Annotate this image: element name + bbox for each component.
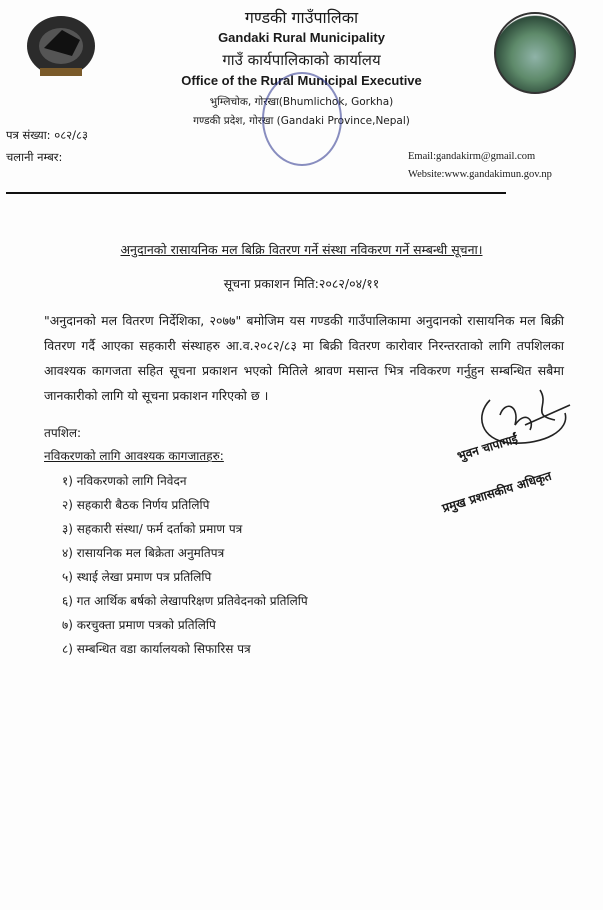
website: Website:www.gandakimun.gov.np [408, 169, 552, 180]
address-line-2: गण्डकी प्रदेश, गोरखा (Gandaki Province,Nepal) [193, 115, 410, 127]
office-name-en: Office of the Rural Municipal Executive [181, 73, 422, 88]
signatory-name: भुवन चापागाईं [455, 431, 520, 464]
reference-number: पत्र संख्या: ०८२/८३ [6, 128, 88, 142]
document-item: ३) सहकारी संस्था/ फर्म दर्ताको प्रमाण पत्र [62, 522, 243, 536]
details-label: तपशिल: [44, 426, 82, 440]
document-item: ५) स्थाई लेखा प्रमाण पत्र प्रतिलिपि [62, 570, 212, 584]
documents-heading: नविकरणको लागि आवश्यक कागजातहरु: [44, 449, 224, 463]
publication-date: सूचना प्रकाशन मिति:२०८२/०४/११ [223, 276, 380, 291]
document-item: ६) गत आर्थिक बर्षको लेखापरिक्षण प्रतिवेदनको प्रतिलिपि [62, 594, 308, 608]
document-item: २) सहकारी बैठक निर्णय प्रतिलिपि [62, 498, 210, 512]
municipality-name-en: Gandaki Rural Municipality [218, 30, 385, 45]
document-item: ४) रासायनिक मल बिक्रेता अनुमतिपत्र [62, 546, 225, 560]
notice-body: "अनुदानको मल वितरण निर्देशिका, २०७७" बमोजिम यस गण्डकी गाउँपालिकामा अनुदानको रासायनिक मल बिक्री वितरण गर्दै आएका सहकारी संस्थाहरु आ.व.२०८२/८३ मा बिक्री वितरण कारोवार निरन्तरताको लागि तपशिलका आवश्यक कागजता सहित सूचना प्रकाशन भएको मितिले श्रावण मसान्त भित्र नविकरण गर्नुहुन सम्बन्धित सबैमा जानकारीको लागि यो सूचना प्रकाशन गरिएको छ । [44, 313, 564, 403]
office-stamp [262, 72, 342, 166]
signatory-title: प्रमुख प्रशासकीय अधिकृत [440, 468, 554, 516]
dispatch-number: चलानी नम्बर: [6, 150, 63, 164]
document-item: १) नविकरणको लागि निवेदन [62, 474, 187, 488]
email: Email:gandakirm@gmail.com [408, 151, 536, 162]
municipality-name-np: गण्डकी गाउँपालिका [244, 8, 359, 27]
office-name-np: गाउँ कार्यपालिकाको कार्यालय [222, 51, 381, 69]
document-item: ८) सम्बन्धित वडा कार्यालयको सिफारिस पत्र [62, 642, 251, 656]
notice-title: अनुदानको रासायनिक मल बिक्रि वितरण गर्ने संस्था नविकरण गर्ने सम्बन्धी सूचना। [120, 242, 483, 257]
address-line-1: भुम्लिचोक, गोरखा(Bhumlichok, Gorkha) [209, 96, 394, 108]
document-item: ७) करचुक्ता प्रमाण पत्रको प्रतिलिपि [62, 618, 216, 632]
header-divider [6, 192, 506, 194]
